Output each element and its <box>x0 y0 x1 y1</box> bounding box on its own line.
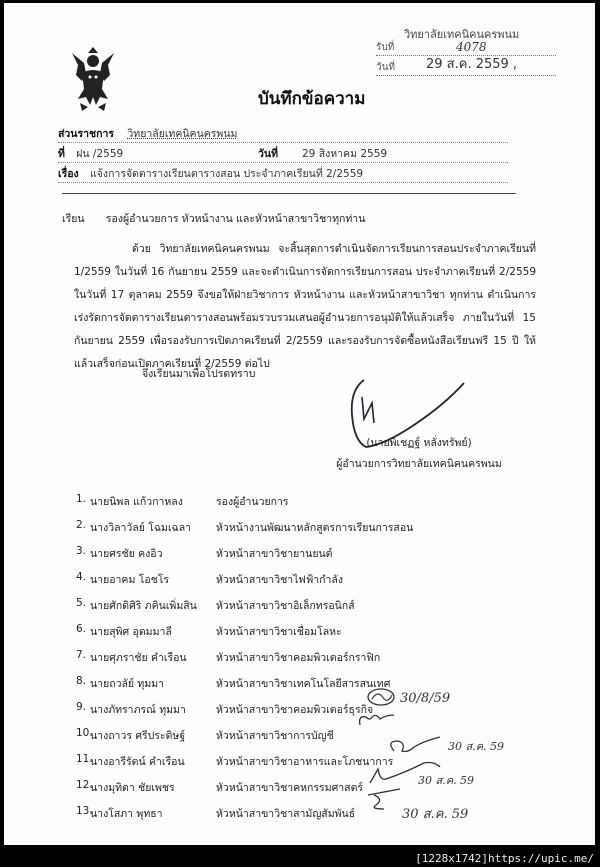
salutation <box>62 210 365 227</box>
item-number: 4. <box>76 571 87 583</box>
item-name: นายถวลัย์ ทุมมา <box>90 678 165 690</box>
initials-mark <box>366 687 396 707</box>
receive-date-row <box>376 59 556 76</box>
item-role: หัวหน้าสาขาวิชายานยนต์ <box>216 548 333 560</box>
item-role: หัวหน้าสาขาวิชาการบัญชี <box>216 730 334 742</box>
date-label: วันที่ <box>258 148 278 160</box>
item-role: หัวหน้าสาขาวิชาอิเล็กทรอนิกส์ <box>216 600 355 612</box>
item-name: นางโสภา พุทธา <box>90 808 163 820</box>
image-info-footer: [1228x1742]https://upic.me/ <box>415 852 594 865</box>
item-role: หัวหน้าสาขาวิชาเทคโนโลยีสารสนเทศ <box>216 678 391 690</box>
signer-name: (นายพิเชฏฐ์ หลั่งทรัพย์) <box>366 437 472 449</box>
item-name: นายศุภราชัย คำเรือน <box>90 652 187 664</box>
date-value: 29 สิงหาคม 2559 <box>302 148 388 160</box>
memo-page <box>4 3 595 845</box>
item-role: หัวหน้าสาขาวิชาคอมพิวเตอร์ธุรกิจ <box>216 704 374 716</box>
item-number: 7. <box>76 649 87 661</box>
item-role: หัวหน้าสาขาวิชาสามัญสัมพันธ์ <box>216 808 356 820</box>
initials-mark <box>364 785 404 815</box>
initials-mark <box>356 711 396 729</box>
reference-label: ที่ <box>58 148 65 160</box>
receive-date-label: วันที่ <box>376 62 396 73</box>
item-number: 1. <box>76 493 87 505</box>
item-role: หัวหน้าสาขาวิชาไฟฟ้ากำลัง <box>216 574 343 586</box>
item-number: 11. <box>76 753 93 765</box>
item-name: นางอารีรัตน์ คำเรือน <box>90 756 185 768</box>
department-value: วิทยาลัยเทคนิคนครพนม <box>127 128 238 140</box>
item-number: 3. <box>76 545 87 557</box>
item-number: 9. <box>76 701 87 713</box>
item-role: หัวหน้าสาขาวิชาอาหารและโภชนาการ <box>216 756 394 768</box>
subject-label: เรื่อง <box>58 168 79 180</box>
receive-stamp-organization: วิทยาลัยเทคนิคนครพนม <box>404 28 520 41</box>
memo-body-text: ด้วย วิทยาลัยเทคนิคนครพนม จะสิ้นสุดการดำเนินจัดการเรียนการสอนประจำภาคเรียนที่ 1/2559 ในวันที่ 16 กันยายน 2559 และจะดำเนินการจัดการเรียนการสอน ประจำภาคเรียนที่ 2/2559 ในวันที่ 17 ตุลาคม 2559 จึงขอให้ฝ่ายวิชาการ หัวหน้างาน และหัวหน้าสาขาวิชา ทุกท่าน ดำเนินการเร่งรัดการจัดตารางเรียนตารางสอนพร้อมรวบรวมเสนอผู้อำนวยการอนุมัติให้แล้วเสร็จ ภายในวันที่ 15 กันยายน 2559 เพื่อรองรับการเปิดภาคเรียนที่ 2/2559 และรองรับการจัดซื้อหนังสือเรียนฟรี 15 ปี ให้แล้วเสร็จก่อนเปิดภาคเรียนที่ 2/2559 ต่อไป <box>74 243 536 370</box>
item-role: หัวหน้าสาขาวิชาคหกรรมศาสตร์ <box>216 782 364 794</box>
header-divider <box>62 193 516 194</box>
item-role: หัวหน้างานพัฒนาหลักสูตรการเรียนการสอน <box>216 522 414 534</box>
reference-value: ฝน /2559 <box>76 148 124 160</box>
memo-body <box>74 238 536 376</box>
handwritten-note-row12: 30 ส.ค. 59 <box>418 774 475 787</box>
signer-block <box>304 433 534 475</box>
item-number: 10. <box>76 727 93 739</box>
reference-field <box>58 145 508 163</box>
handwritten-note-row11: 30 ส.ค. 59 <box>448 740 505 753</box>
receive-date-value: 29 ส.ค. 2559 , <box>426 57 518 72</box>
item-name: นางถาวร ศรีประดิษฐ์ <box>90 730 186 742</box>
handwritten-note-row13: 30 ส.ค. 59 <box>402 807 469 822</box>
closing-line: จึงเรียนมาเพื่อโปรดทราบ <box>142 368 256 380</box>
item-number: 5. <box>76 597 87 609</box>
garuda-emblem-icon <box>68 47 118 113</box>
department-field <box>58 125 508 143</box>
item-name: นายอาคม โอชโร <box>90 574 170 586</box>
salutation-label: เรียน <box>62 213 85 225</box>
subject-value: แจ้งการจัดตารางเรียนตารางสอน ประจำภาคเรียนที่ 2/2559 <box>90 168 364 180</box>
item-number: 13. <box>76 805 93 817</box>
item-role: หัวหน้าสาขาวิชาคอมพิวเตอร์กราฟิก <box>216 652 381 664</box>
item-name: นางวิลาวัลย์ โฉมเฉลา <box>90 522 192 534</box>
salutation-value: รองผู้อำนวยการ หัวหน้างาน และหัวหน้าสาขาวิชาทุกท่าน <box>105 213 366 225</box>
item-name: นายสุพิศ อุดมมาลี <box>90 626 172 638</box>
handwritten-note-row9: 30/8/59 <box>400 691 451 706</box>
item-number: 12. <box>76 779 93 791</box>
item-number: 6. <box>76 623 87 635</box>
item-role: หัวหน้าสาขาวิชาเชื่อมโลหะ <box>216 626 342 638</box>
item-number: 8. <box>76 675 87 687</box>
receive-number-value: 4078 <box>456 40 487 54</box>
item-name: นายนิพล แก้วกาหลง <box>90 496 183 508</box>
item-role: รองผู้อำนวยการ <box>216 496 289 508</box>
item-name: นายศรชัย คงอิว <box>90 548 163 560</box>
item-name: นางภัทราภรณ์ ทุมมา <box>90 704 186 716</box>
item-number: 2. <box>76 519 87 531</box>
memo-title: บันทึกข้อความ <box>258 89 366 109</box>
subject-field <box>58 165 508 183</box>
receive-number-label: รับที่ <box>376 42 395 53</box>
item-name: นายศักดิศิริ ภคินเพิ่มสิน <box>90 600 197 612</box>
item-name: นางมุทิตา ชัยเพชร <box>90 782 175 794</box>
signer-title: ผู้อำนวยการวิทยาลัยเทคนิคนครพนม <box>336 458 502 470</box>
department-label: ส่วนราชการ <box>58 128 115 140</box>
